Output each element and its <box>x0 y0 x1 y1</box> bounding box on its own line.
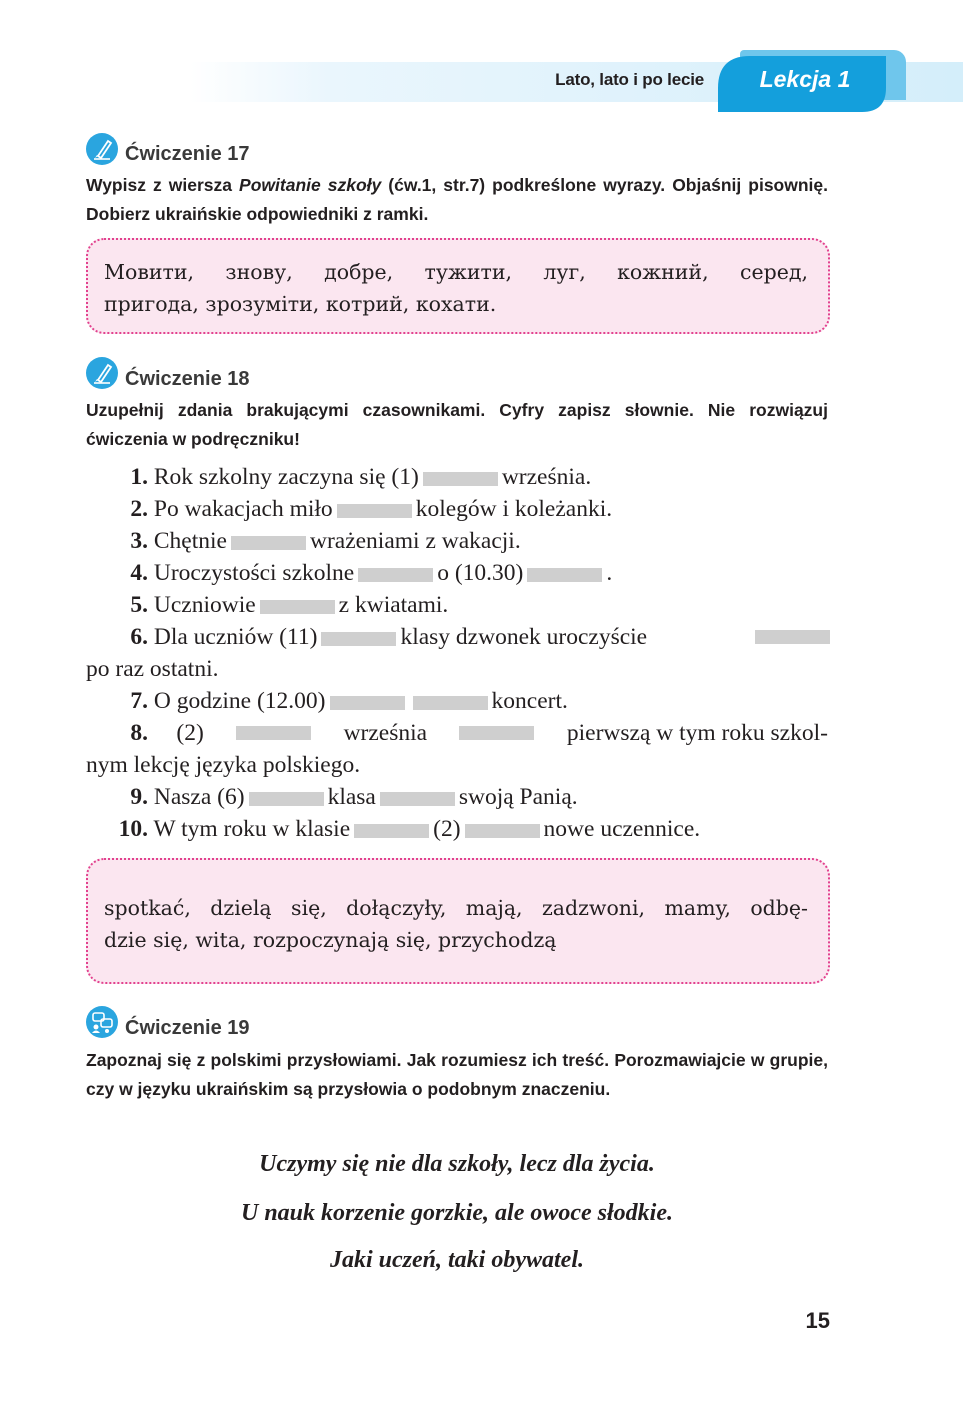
answer-gap <box>755 630 830 644</box>
pencil-icon <box>86 357 118 389</box>
answer-gap <box>231 536 306 550</box>
answer-gap <box>330 696 405 710</box>
sentence-1: 1. Rok szkolny zaczyna się (1) września. <box>130 464 592 490</box>
page-number: 15 <box>805 1308 830 1333</box>
sentence-3: 3. Chętnie wrażeniami z wakacji. <box>130 528 521 554</box>
answer-gap <box>459 726 534 740</box>
answer-gap <box>358 568 433 582</box>
answer-gap <box>249 792 324 806</box>
answer-gap <box>337 504 412 518</box>
ukrainian-words: Мовити, знову, добре, тужити, луг, кожний, серед, пригода, зрозуміти, котрий, кохати. <box>104 260 808 316</box>
sentence-7: 7. O godzine (12.00) koncert. <box>130 688 568 714</box>
proverb-1: Uczymy się nie dla szkoły, lecz dla życia. <box>259 1151 655 1177</box>
answer-gap <box>236 726 311 740</box>
sentence-2: 2. Po wakacjach miło kolegów i koleżanki. <box>130 496 613 522</box>
exercise-18-instruction: Uzupełnij zdania brakującymi czasownikami. Cyfry zapisz słownie. Nie rozwiązuj ćwiczenia w podręczniku! <box>86 400 828 449</box>
exercise-17-instruction: Wypisz z wiersza Powitanie szkoły (ćw.1, str.7) podkreślone wyrazy. Objaśnij pisownię. Dobierz ukraińskie odpowiedniki z ramki. <box>86 175 828 224</box>
exercise-19-instruction: Zapoznaj się z polskimi przysłowiami. Jak rozumiesz ich treść. Porozmawiajcie w grupie, czy w języku ukraińskim są przysłowia o podobnym znaczeniu. <box>86 1050 828 1099</box>
answer-gap <box>465 824 540 838</box>
exercise-18-title: Ćwiczenie 18 <box>125 368 250 390</box>
group-discussion-icon <box>86 1006 118 1038</box>
answer-gap <box>527 568 602 582</box>
proverb-3: Jaki uczeń, taki obywatel. <box>330 1247 584 1273</box>
polish-verbs: spotkać, dzielą się, dołączyły, mają, zadzwoni, mamy, odbę- dzie się, wita, rozpoczynają się, przychodzą <box>104 896 808 952</box>
proverb-2: U nauk korzenie gorzkie, ale owoce słodkie. <box>241 1200 673 1226</box>
pencil-icon <box>86 133 118 165</box>
lesson-label: Lekcja 1 <box>759 66 851 92</box>
exercise-17-title: Ćwiczenie 17 <box>125 143 250 165</box>
sentence-9: 9. Nasza (6) klasa swoją Panią. <box>130 784 578 810</box>
answer-gap <box>413 696 488 710</box>
answer-gap <box>423 472 498 486</box>
sentence-5: 5. Uczniowie z kwiatami. <box>130 592 449 618</box>
sentence-8: 8. (2) września pierwszą w tym roku szkol- <box>130 720 828 746</box>
exercise-19-title: Ćwiczenie 19 <box>125 1017 250 1039</box>
sentence-10: 10. W tym roku w klasie (2) nowe uczennice. <box>118 816 701 842</box>
answer-gap <box>380 792 455 806</box>
sentence-6-continuation: po raz ostatni. <box>86 656 219 682</box>
chapter-title: Lato, lato i po lecie <box>555 70 704 89</box>
sentence-6: 6. Dla uczniów (11) klasy dzwonek uroczyście <box>118 621 830 653</box>
answer-gap <box>354 824 429 838</box>
sentence-4: 4. Uroczystości szkolne o (10.30) . <box>130 560 613 586</box>
answer-gap <box>260 600 335 614</box>
sentence-8-continuation: nym lekcję języka polskiego. <box>86 752 361 778</box>
answer-gap <box>321 632 396 646</box>
